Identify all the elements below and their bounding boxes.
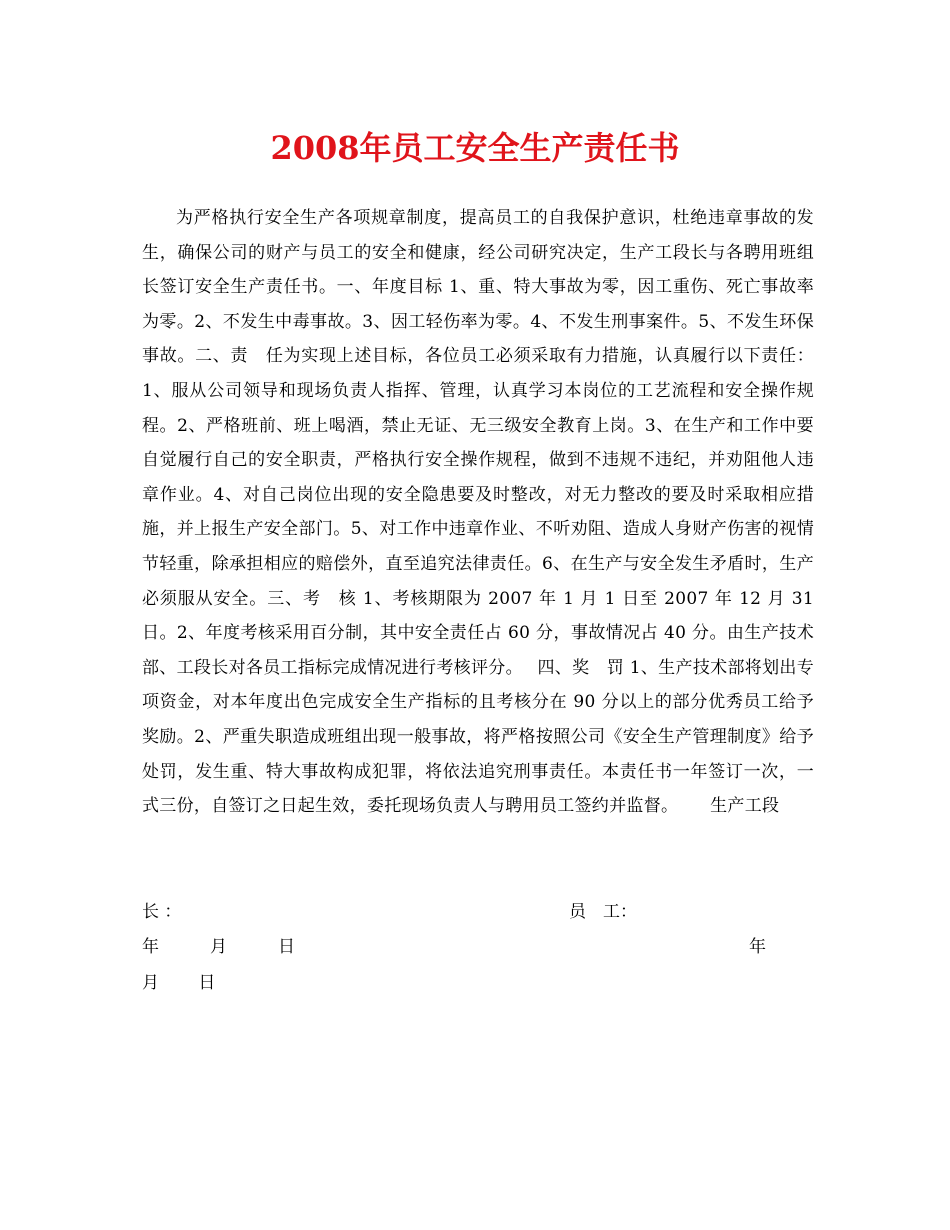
signature-date-left: 年 月 日 <box>142 937 295 957</box>
signature-date-right-month-day: 月 日 <box>142 973 216 993</box>
signature-employee-label: 员 工： <box>569 902 637 922</box>
signature-leader-label: 长 ： <box>142 902 182 922</box>
document-body: 为严格执行安全生产各项规章制度，提高员工的自我保护意识，杜绝违章事故的发生，确保公司的财产与员工的安全和健康，经公司研究决定，生产工段长与各聘用班组长签订安全生产责任书。一、年度目标 1、重、特大事故为零，因工重伤、死亡事故率为零。2、不发生中毒事故。3、因工轻伤率为零。4、不发生刑事案件。5、不发生环保事故。二、责 任为实现上述目标，各位员工必须采取有力措施，认真履行以下责任：1、服从公司领导和现场负责人指挥、管理，认真学习本岗位的工艺流程和安全操作规程。2、严格班前、班上喝酒，禁止无证、无三级安全教育上岗。3、在生产和工作中要自觉履行自己的安全职责，严格执行安全操作规程，做到不违规不违纪，并劝阻他人违章作业。4、对自己岗位出现的安全隐患要及时整改，对无力整改的要及时采取相应措施，并上报生产安全部门。5、对工作中违章作业、不听劝阻、造成人身财产伤害的视情节轻重，除承担相应的赔偿外，直至追究法律责任。6、在生产与安全发生矛盾时，生产必须服从安全。三、考 核 1、考核期限为 2007 年 1 月 1 日至 2007 年 12 月 31 日。2、年度考核采用百分制，其中安全责任占 60 分，事故情况占 40 分。由生产技术部、工段长对各员工指标完成情况进行考核评分。 四、奖 罚 1、生产技术部将划出专项资金，对本年度出色完成安全生产指标的且考核分在 90 分以上的部分优秀员工给予奖励。2、严重失职造成班组出现一般事故，将严格按照公司《安全生产管理制度》给予处罚，发生重、特大事故构成犯罪，将依法追究刑事责任。本责任书一年签订一次，一式三份，自签订之日起生效，委托现场负责人与聘用员工签约并监督。 生产工段 <box>142 208 814 817</box>
signature-date-right-year: 年 <box>749 937 766 957</box>
document-title: 2008年员工安全生产责任书 <box>270 129 680 167</box>
